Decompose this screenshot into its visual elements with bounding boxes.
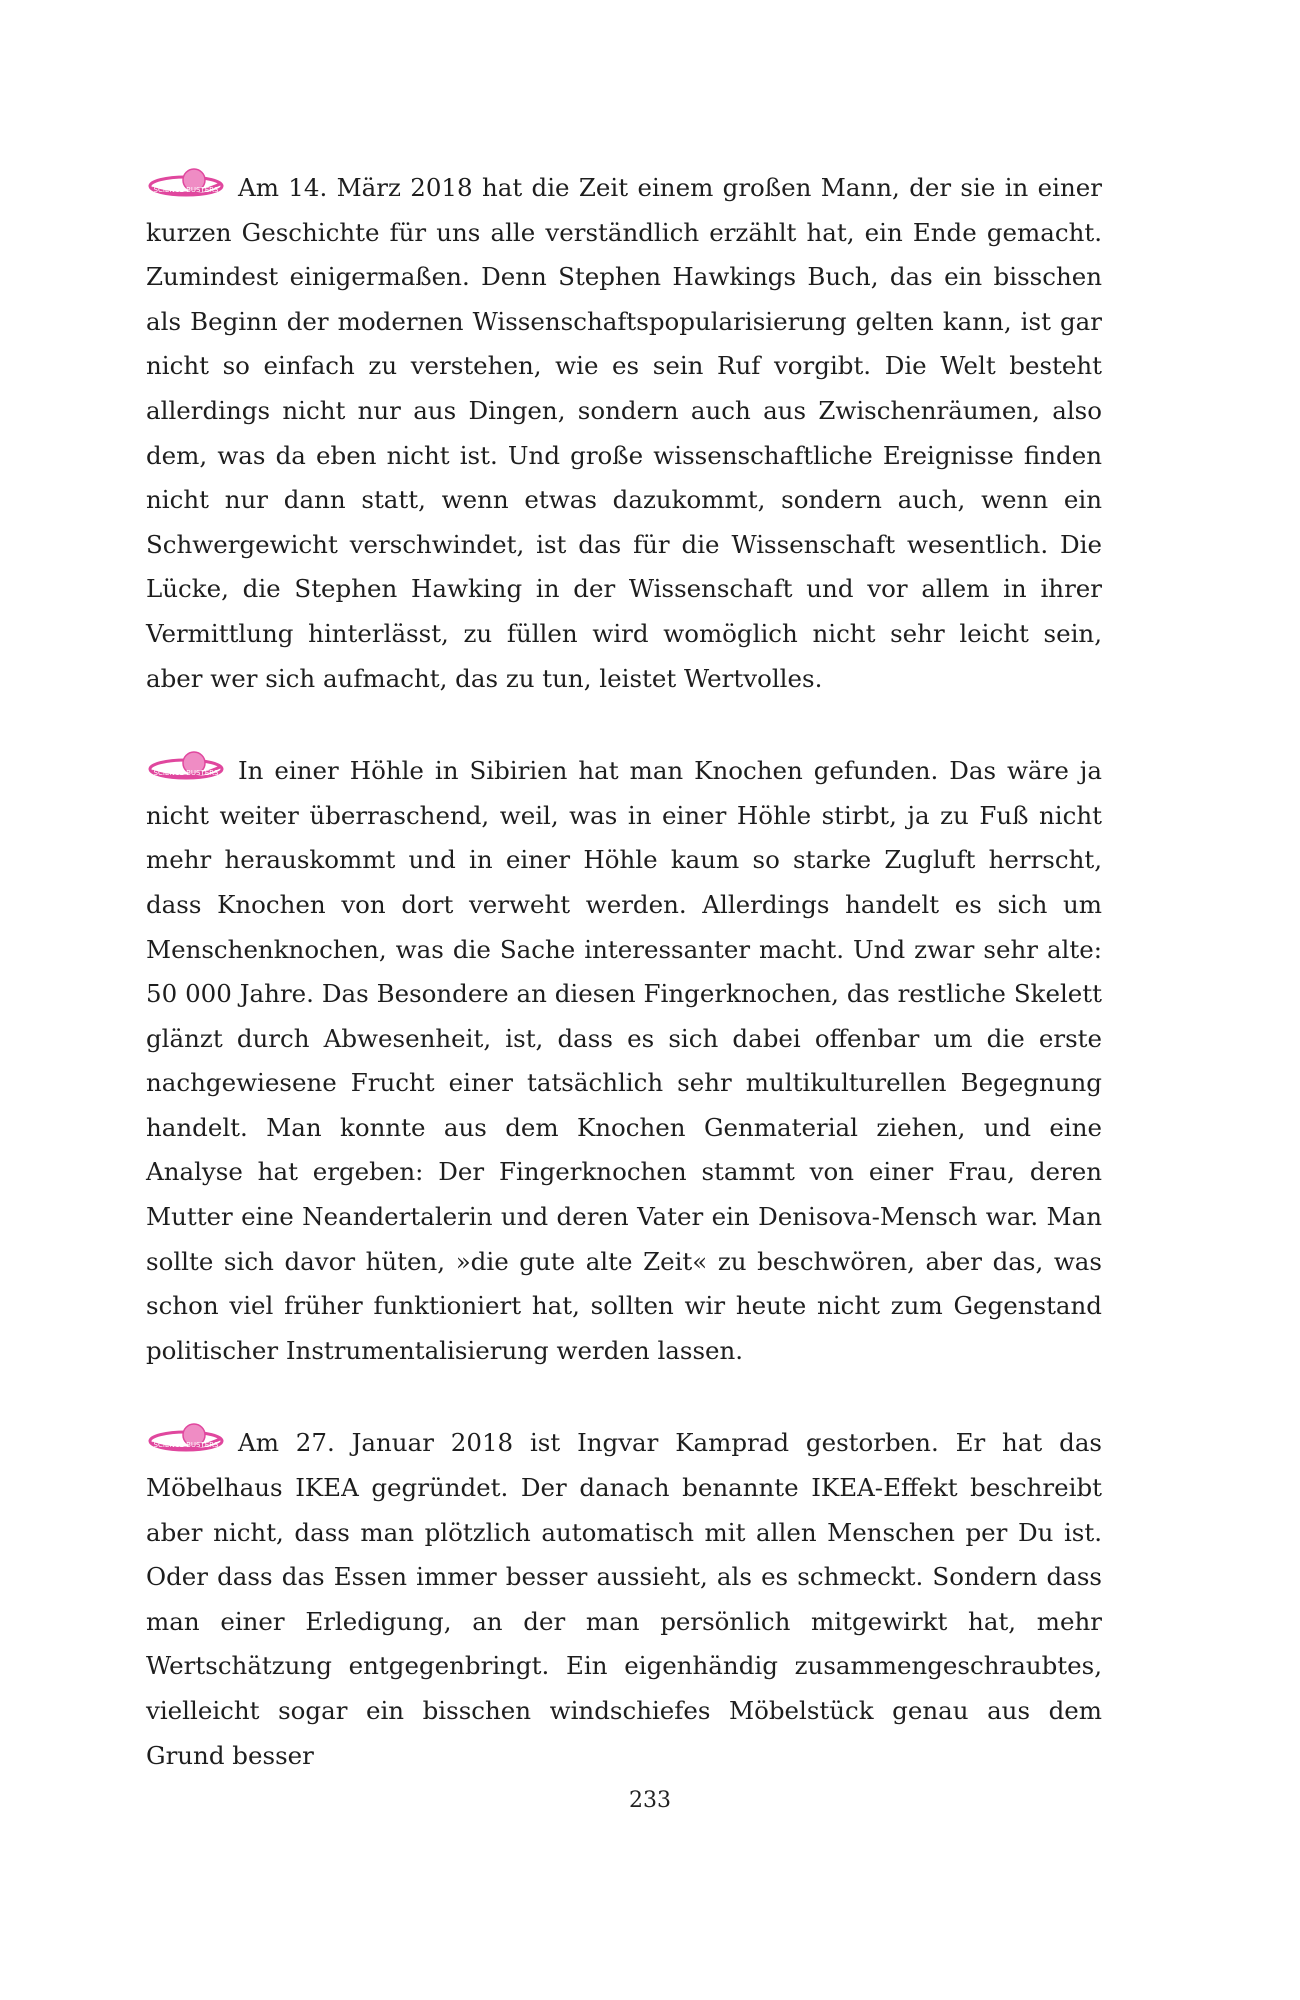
paragraph-hawking	[146, 166, 1102, 701]
logo-text: SCIENCE BUSTERS	[153, 186, 219, 194]
logo-text: SCIENCE BUSTERS	[153, 1441, 219, 1450]
paragraph-text: In einer Höhle in Sibirien hat man Knochen gefunden. Das wäre ja nicht weiter überraschend, weil, was in einer Höhle stirbt, ja zu Fuß nicht mehr herauskommt und in einer Höhle kaum so starke Zugluft herrscht, dass Knochen von dort verweht werden. Allerdings handelt es sich um Menschenknochen, was die Sache interessanter macht. Und zwar sehr alte: 50 000 Jahre. Das Besondere an diesen Fingerknochen, das restliche Skelett glänzt durch Abwesenheit, ist, dass es sich dabei offenbar um die erste nachgewiesene Frucht einer tatsächlich sehr multikulturellen Begegnung handelt. Man konnte aus dem Knochen Genmaterial ziehen, und eine Analyse hat ergeben: Der Fingerknochen stammt von einer Frau, deren Mutter eine Neandertalerin und deren Vater ein Denisova-Mensch war. Man sollte sich davor hüten, »die gute alte Zeit« zu beschwören, aber das, was schon viel früher funktioniert hat, sollten wir heute nicht zum Gegenstand politischer Instrumentalisierung werden lassen.	[146, 756, 1102, 1365]
paragraph-text: Am 27. Januar 2018 ist Ingvar Kamprad gestorben. Er hat das Möbelhaus IKEA gegründet. Der danach benannte IKEA-Effekt beschreibt aber nicht, dass man plötzlich automatisch mit allen Menschen per Du ist. Oder dass das Essen immer besser aussieht, als es schmeckt. Sondern dass man einer Erledigung, an der man persönlich mitgewirkt hat, mehr Wertschätzung entgegenbringt. Ein eigenhändig zusammengeschraubtes, vielleicht sogar ein bisschen windschiefes Möbelstück genau aus dem Grund besser	[146, 1428, 1102, 1770]
page-number: 233	[629, 1788, 671, 1813]
science-busters-logo-icon	[146, 1421, 226, 1457]
paragraph-text: Am 14. März 2018 hat die Zeit einem großen Mann, der sie in einer kurzen Geschichte für uns alle verständlich erzählt hat, ein Ende gemacht. Zumindest einigermaßen. Denn Stephen Hawkings Buch, das ein bisschen als Beginn der modernen Wissenschaftspopularisierung gelten kann, ist gar nicht so einfach zu verstehen, wie es sein Ruf vorgibt. Die Welt besteht allerdings nicht nur aus Dingen, sondern auch aus Zwischenräumen, also dem, was da eben nicht ist. Und große wissenschaftliche Ereignisse finden nicht nur dann statt, wenn etwas dazukommt, sondern auch, wenn ein Schwergewicht verschwindet, ist das für die Wissenschaft wesentlich. Die Lücke, die Stephen Hawking in der Wissenschaft und vor allem in ihrer Vermittlung hinterlässt, zu füllen wird womöglich nicht sehr leicht sein, aber wer sich aufmacht, das zu tun, leistet Wertvolles.	[146, 173, 1102, 693]
paragraph-siberia	[146, 749, 1102, 1373]
paragraph-kamprad	[146, 1421, 1102, 1778]
logo-text: SCIENCE BUSTERS	[153, 769, 219, 778]
page-content	[146, 166, 1102, 1778]
science-busters-logo-icon	[146, 749, 226, 785]
science-busters-logo-icon	[146, 166, 226, 202]
